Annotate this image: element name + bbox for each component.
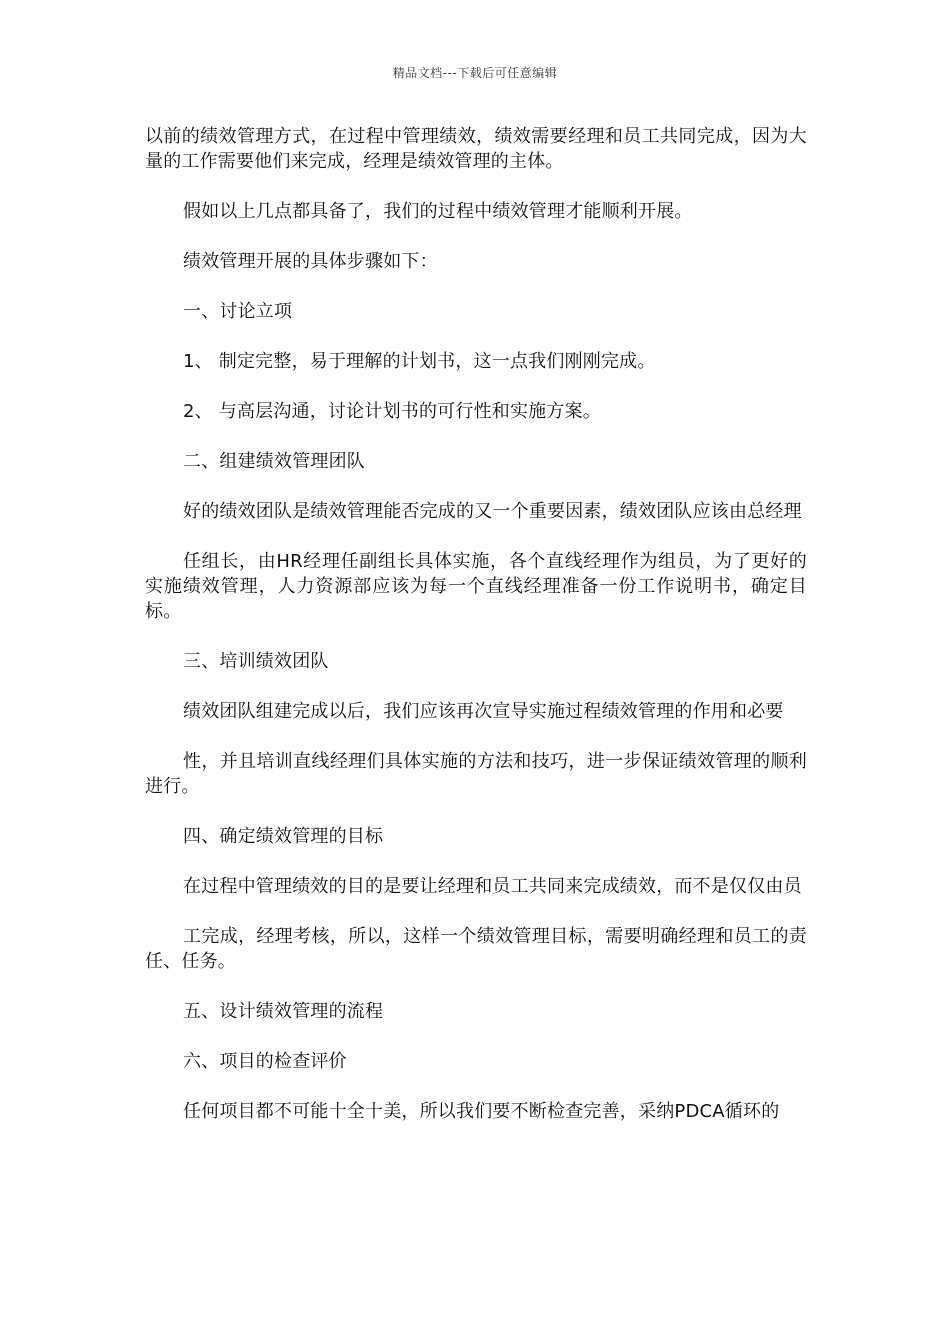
section-heading-5: 五、设计绩效管理的流程 <box>183 1001 384 1022</box>
section-heading-6: 六、项目的检查评价 <box>183 1051 347 1072</box>
document-body <box>145 124 807 1124</box>
paragraph-goal-2: 工完成，经理考核，所以，这样一个绩效管理目标，需要明确经理和员工的责任、任务。 <box>145 926 807 972</box>
page-header: 精品文档---下载后可任意编辑 <box>392 66 558 80</box>
section-heading-3: 三、培训绩效团队 <box>183 651 329 672</box>
section-heading-2: 二、组建绩效管理团队 <box>183 451 365 472</box>
paragraph-review: 任何项目都不可能十全十美，所以我们要不断检查完善，采纳PDCA循环的 <box>183 1101 780 1122</box>
paragraph-training-2: 性，并且培训直线经理们具体实施的方法和技巧，进一步保证绩效管理的顺利进行。 <box>145 751 807 797</box>
paragraph-precondition: 假如以上几点都具备了，我们的过程中绩效管理才能顺利开展。 <box>183 201 693 222</box>
section-heading-4: 四、确定绩效管理的目标 <box>183 826 384 847</box>
paragraph-steps-intro: 绩效管理开展的具体步骤如下： <box>183 251 438 272</box>
paragraph-training-1: 绩效团队组建完成以后，我们应该再次宣导实施过程绩效管理的作用和必要 <box>183 701 784 722</box>
list-item-1: 1、 制定完整，易于理解的计划书，这一点我们刚刚完成。 <box>183 351 656 372</box>
list-item-2: 2、 与高层沟通，讨论计划书的可行性和实施方案。 <box>183 401 601 422</box>
paragraph-team-1: 好的绩效团队是绩效管理能否完成的又一个重要因素，绩效团队应该由总经理 <box>183 501 802 522</box>
section-heading-1: 一、讨论立项 <box>183 301 293 322</box>
paragraph-intro: 以前的绩效管理方式，在过程中管理绩效，绩效需要经理和员工共同完成，因为大量的工作需要他们来完成，经理是绩效管理的主体。 <box>145 126 807 172</box>
paragraph-goal-1: 在过程中管理绩效的目的是要让经理和员工共同来完成绩效，而不是仅仅由员 <box>183 876 802 897</box>
paragraph-team-2: 任组长，由HR经理任副组长具体实施，各个直线经理作为组员，为了更好的实施绩效管理，人力资源部应该为每一个直线经理准备一份工作说明书，确定目标。 <box>145 551 807 622</box>
